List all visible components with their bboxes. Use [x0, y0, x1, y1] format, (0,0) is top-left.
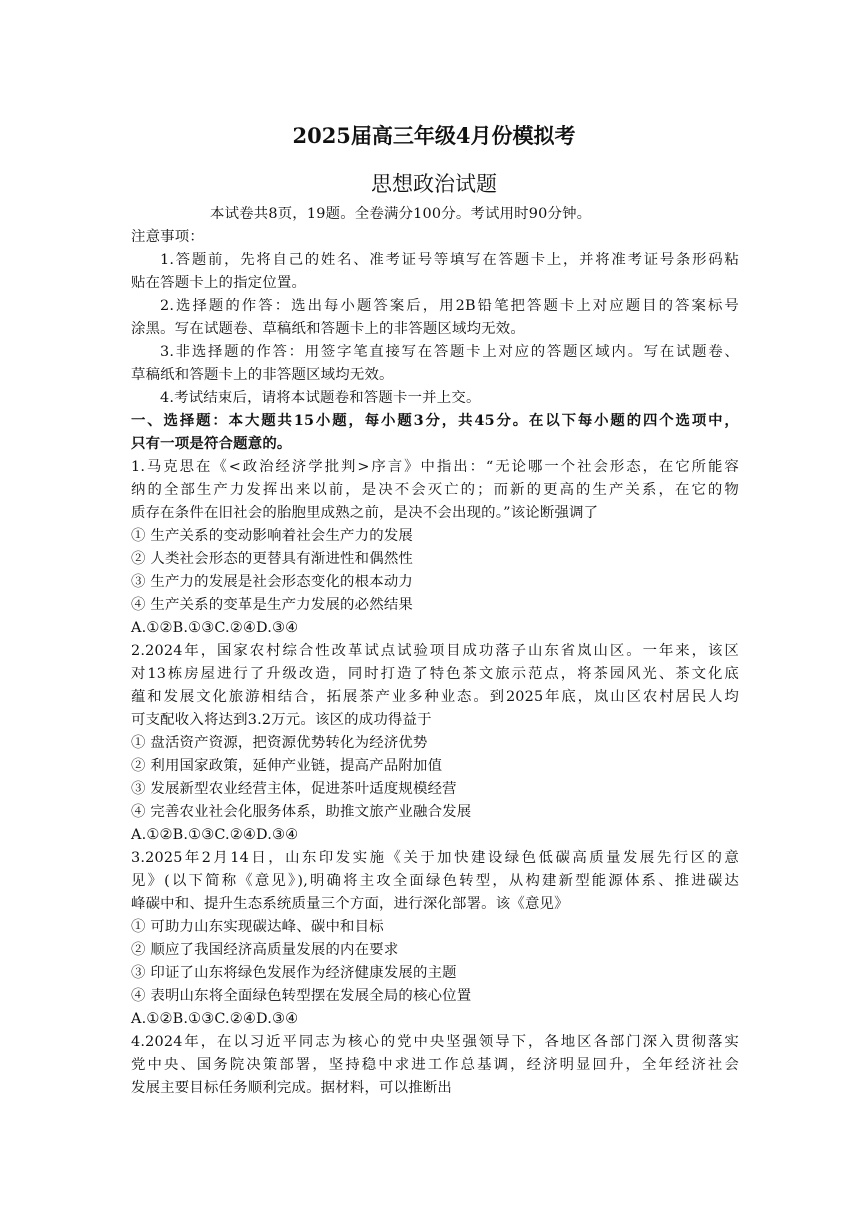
question-3-option: ① 可助力山东实现碳达峰、碳中和目标	[131, 919, 384, 935]
question-4-stem: 党中央、国务院决策部署，坚持稳中求进工作总基调，经济明显回升，全年经济社会	[131, 1057, 739, 1073]
note-line: 3.非选择题的作答：用签字笔直接写在答题卡上对应的答题区域内。写在试题卷、	[160, 344, 739, 360]
question-3-option: ③ 印证了山东将绿色发展作为经济健康发展的主题	[131, 965, 457, 981]
subject-title: 思想政治试题	[371, 172, 497, 196]
question-1-choices: A.①②B.①③C.②④D.③④	[131, 620, 299, 636]
question-1-option: ③ 生产力的发展是社会形态变化的根本动力	[131, 574, 413, 590]
section-heading: 只有一项是符合题意的。	[131, 435, 292, 452]
note-line: 2.选择题的作答：选出每小题答案后，用2B铅笔把答题卡上对应题目的答案标号	[160, 298, 739, 314]
question-2-choices: A.①②B.①③C.②④D.③④	[131, 827, 299, 843]
note-line: 贴在答题卡上的指定位置。	[131, 275, 307, 291]
question-4-stem: 4.2024年，在以习近平同志为核心的党中央坚强领导下，各地区各部门深入贯彻落实	[131, 1034, 739, 1050]
question-3-stem: 峰碳中和、提升生态系统质量三个方面，进行深化部署。该《意见》	[131, 896, 569, 912]
question-1-stem: 质存在条件在旧社会的胎胞里成熟之前，是决不会出现的。”该论断强调了	[131, 505, 599, 521]
question-1-option: ④ 生产关系的变革是生产力发展的必然结果	[131, 597, 413, 613]
question-1-stem: 1.马克思在《<政治经济学批判>序言》中指出：“无论哪一个社会形态，在它所能容	[131, 459, 739, 475]
question-2-stem: 可支配收入将达到3.2万元。该区的成功得益于	[131, 712, 432, 728]
note-line: 草稿纸和答题卡上的非答题区域均无效。	[131, 367, 394, 383]
question-3-stem: 见》(以下简称《意见》),明确将主攻全面绿色转型，从构建新型能源体系、推进碳达	[131, 873, 739, 889]
exam-title: 2025届高三年级4月份模拟考	[292, 123, 576, 148]
question-2-option: ③ 发展新型农业经营主体，促进茶叶适度规模经营	[131, 781, 457, 797]
question-1-stem: 纳的全部生产力发挥出来以前，是决不会灭亡的；而新的更高的生产关系，在它的物	[131, 482, 739, 498]
question-2-stem: 蕴和发展文化旅游相结合，拓展茶产业多种业态。到2025年底，岚山区农村居民人均	[131, 689, 739, 705]
note-line: 1.答题前，先将自己的姓名、准考证号等填写在答题卡上，并将准考证号条形码粘	[160, 252, 739, 268]
question-1-option: ② 人类社会形态的更替具有渐进性和偶然性	[131, 551, 413, 567]
note-line: 涂黑。写在试题卷、草稿纸和答题卡上的非答题区域均无效。	[131, 321, 525, 337]
question-3-option: ② 顺应了我国经济高质量发展的内在要求	[131, 942, 399, 958]
question-2-stem: 对13栋房屋进行了升级改造，同时打造了特色茶文旅示范点，将茶园风光、茶文化底	[131, 666, 739, 682]
notes-heading: 注意事项：	[131, 229, 204, 245]
question-3-option: ④ 表明山东将全面绿色转型摆在发展全局的核心位置	[131, 988, 472, 1004]
section-heading: 一、选择题：本大题共15小题，每小题3分，共45分。在以下每小题的四个选项中，	[131, 412, 739, 429]
question-1-option: ① 生产关系的变动影响着社会生产力的发展	[131, 528, 413, 544]
question-2-option: ① 盘活资产资源，把资源优势转化为经济优势	[131, 735, 428, 751]
question-3-choices: A.①②B.①③C.②④D.③④	[131, 1011, 299, 1027]
question-2-option: ② 利用国家政策，延伸产业链，提高产品附加值	[131, 758, 443, 774]
question-3-stem: 3.2025年2月14日，山东印发实施《关于加快建设绿色低碳高质量发展先行区的意	[131, 850, 739, 866]
question-2-option: ④ 完善农业社会化服务体系，助推文旅产业融合发展	[131, 804, 472, 820]
exam-info: 本试卷共8页，19题。全卷满分100分。考试用时90分钟。	[210, 206, 592, 222]
question-2-stem: 2.2024年，国家农村综合性改革试点试验项目成功落子山东省岚山区。一年来，该区	[131, 643, 739, 659]
note-line: 4.考试结束后，请将本试题卷和答题卡一并上交。	[160, 390, 481, 406]
question-4-stem: 发展主要目标任务顺利完成。据材料，可以推断出	[131, 1080, 452, 1096]
